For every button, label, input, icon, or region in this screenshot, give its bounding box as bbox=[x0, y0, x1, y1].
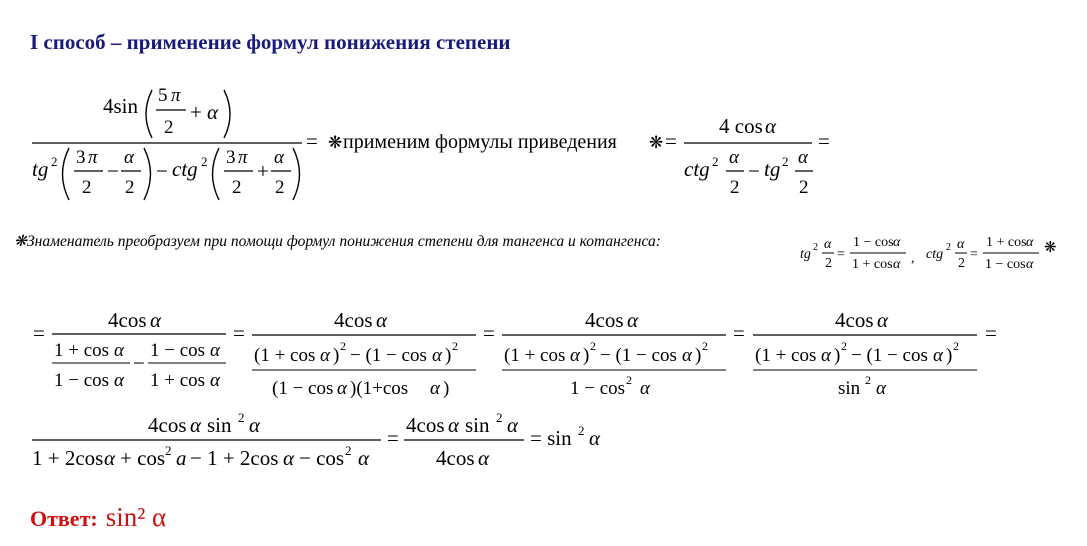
step1-comment bbox=[328, 129, 677, 153]
svg-text:α: α bbox=[104, 446, 116, 470]
svg-text:2: 2 bbox=[452, 339, 458, 353]
svg-text:α: α bbox=[432, 345, 442, 366]
svg-text:): ) bbox=[333, 345, 340, 366]
svg-text:4 cos: 4 cos bbox=[719, 114, 763, 138]
svg-text:ctg: ctg bbox=[684, 157, 710, 181]
svg-text:=: = bbox=[733, 321, 745, 345]
svg-text:α: α bbox=[682, 345, 692, 366]
svg-text:=: = bbox=[483, 321, 495, 345]
svg-text:2: 2 bbox=[275, 177, 285, 198]
svg-text:α: α bbox=[478, 446, 490, 470]
svg-text:2: 2 bbox=[813, 242, 818, 253]
svg-text:=: = bbox=[233, 321, 245, 345]
svg-text:α: α bbox=[337, 378, 347, 399]
svg-text:−: − bbox=[133, 351, 145, 375]
svg-text:ctg: ctg bbox=[926, 247, 944, 262]
svg-text:❋: ❋ bbox=[328, 133, 343, 152]
svg-text:tg: tg bbox=[764, 157, 781, 181]
svg-text:2: 2 bbox=[125, 177, 135, 198]
svg-text:α: α bbox=[249, 413, 261, 437]
svg-text:sin: sin bbox=[207, 413, 232, 437]
svg-text:− (1 − cos: − (1 − cos bbox=[851, 345, 928, 366]
page-title: I способ – применение формул понижения степени bbox=[30, 30, 511, 54]
svg-text:): ) bbox=[445, 345, 452, 366]
svg-text:= sin: = sin bbox=[530, 426, 572, 450]
svg-text:−: − bbox=[107, 159, 119, 183]
svg-text:❋: ❋ bbox=[1044, 240, 1057, 256]
svg-text:2: 2 bbox=[782, 154, 789, 169]
svg-text:1 − cos: 1 − cos bbox=[985, 257, 1026, 272]
svg-text:2: 2 bbox=[164, 117, 174, 138]
svg-text:α: α bbox=[124, 147, 134, 168]
svg-text:3: 3 bbox=[76, 147, 86, 168]
svg-text:α: α bbox=[893, 257, 901, 272]
svg-text:=: = bbox=[837, 247, 845, 262]
svg-text:α: α bbox=[1026, 257, 1034, 272]
svg-text:α: α bbox=[821, 345, 831, 366]
svg-text:4cos: 4cos bbox=[334, 308, 373, 332]
svg-text:2: 2 bbox=[345, 443, 352, 458]
svg-text:4cos: 4cos bbox=[436, 446, 475, 470]
svg-text:α: α bbox=[376, 308, 388, 332]
svg-text:α: α bbox=[765, 114, 777, 138]
svg-text:3: 3 bbox=[226, 147, 236, 168]
svg-text:α: α bbox=[150, 308, 162, 332]
svg-text:=: = bbox=[970, 247, 978, 262]
svg-text:2: 2 bbox=[238, 410, 245, 425]
svg-text:a: a bbox=[176, 446, 187, 470]
svg-text:α: α bbox=[358, 446, 370, 470]
svg-text:(1 + cos: (1 + cos bbox=[254, 345, 316, 366]
svg-text:− (1 − cos: − (1 − cos bbox=[600, 345, 677, 366]
svg-text:2: 2 bbox=[825, 256, 832, 271]
svg-text:❋: ❋ bbox=[649, 133, 664, 152]
answer bbox=[30, 502, 166, 533]
svg-text:=: = bbox=[387, 426, 399, 450]
svg-text:ctg: ctg bbox=[172, 157, 198, 181]
svg-text:4cos: 4cos bbox=[835, 308, 874, 332]
svg-text:2: 2 bbox=[946, 242, 951, 253]
svg-text:2: 2 bbox=[340, 339, 346, 353]
svg-text:α: α bbox=[933, 345, 943, 366]
svg-text:2: 2 bbox=[232, 177, 242, 198]
svg-text:tg: tg bbox=[32, 157, 49, 181]
svg-text:α: α bbox=[877, 308, 889, 332]
svg-text:α: α bbox=[640, 378, 650, 399]
svg-text:): ) bbox=[695, 345, 702, 366]
svg-text:2: 2 bbox=[958, 256, 965, 271]
svg-text:2: 2 bbox=[496, 410, 503, 425]
svg-text:5: 5 bbox=[158, 85, 168, 106]
expr-reduced bbox=[684, 114, 830, 198]
svg-text:2: 2 bbox=[51, 154, 58, 169]
svg-text:α: α bbox=[824, 237, 832, 252]
svg-text:α: α bbox=[190, 413, 202, 437]
svg-text:1 + cos: 1 + cos bbox=[150, 370, 206, 391]
svg-text:): ) bbox=[834, 345, 841, 366]
svg-text:tg: tg bbox=[800, 247, 811, 262]
svg-text:(1 − cos: (1 − cos bbox=[272, 378, 334, 399]
svg-text:α: α bbox=[876, 378, 886, 399]
svg-text:2: 2 bbox=[730, 177, 740, 198]
svg-text:α: α bbox=[570, 345, 580, 366]
note-formulas bbox=[800, 235, 1057, 272]
svg-text:+: + bbox=[257, 159, 269, 183]
svg-text:+: + bbox=[190, 100, 202, 124]
svg-text:1 + cos: 1 + cos bbox=[852, 257, 893, 272]
expr-chain bbox=[33, 308, 997, 399]
answer-label: Ответ: bbox=[30, 506, 98, 531]
svg-text:)(1+cos: )(1+cos bbox=[350, 378, 409, 399]
svg-text:,: , bbox=[911, 251, 915, 266]
svg-text:4cos: 4cos bbox=[406, 413, 445, 437]
svg-text:=: = bbox=[818, 129, 830, 153]
svg-text:2: 2 bbox=[799, 177, 809, 198]
svg-text:4cos: 4cos bbox=[585, 308, 624, 332]
svg-text:− cos: − cos bbox=[299, 446, 345, 470]
svg-text:− 1 + 2cos: − 1 + 2cos bbox=[190, 446, 279, 470]
svg-text:(1 + cos: (1 + cos bbox=[755, 345, 817, 366]
svg-text:+ cos: + cos bbox=[120, 446, 166, 470]
svg-text:=: = bbox=[306, 129, 318, 153]
svg-text:2: 2 bbox=[201, 154, 208, 169]
svg-text:1 − cos: 1 − cos bbox=[150, 340, 206, 361]
note-text: Знаменатель преобразуем при помощи формул понижения степени для тангенса и котангенса: bbox=[27, 233, 661, 250]
note-asterisk: ❋ bbox=[14, 233, 27, 250]
svg-text:2: 2 bbox=[712, 154, 719, 169]
svg-text:− (1 − cos: − (1 − cos bbox=[350, 345, 427, 366]
svg-text:4sin: 4sin bbox=[103, 94, 139, 118]
svg-text:1 + 2cos: 1 + 2cos bbox=[32, 446, 104, 470]
svg-text:−: − bbox=[156, 159, 168, 183]
svg-text:α: α bbox=[589, 426, 601, 450]
svg-text:2: 2 bbox=[590, 339, 596, 353]
svg-text:): ) bbox=[443, 378, 450, 399]
svg-text:π: π bbox=[88, 147, 98, 168]
svg-text:1 − cos: 1 − cos bbox=[570, 378, 626, 399]
svg-text:α: α bbox=[957, 237, 965, 252]
svg-text:sin: sin bbox=[838, 378, 861, 399]
svg-text:π: π bbox=[238, 147, 248, 168]
step1-comment-text: применим формулы приведения bbox=[343, 131, 617, 153]
svg-text:α: α bbox=[320, 345, 330, 366]
svg-text:sin: sin bbox=[465, 413, 490, 437]
svg-text:2: 2 bbox=[841, 339, 847, 353]
expr-original bbox=[32, 85, 318, 200]
svg-text:2: 2 bbox=[165, 443, 172, 458]
svg-text:−: − bbox=[748, 159, 760, 183]
svg-text:α: α bbox=[798, 147, 808, 168]
svg-text:α: α bbox=[114, 340, 124, 361]
svg-text:α: α bbox=[729, 147, 739, 168]
svg-text:α: α bbox=[1026, 235, 1034, 250]
svg-text:α: α bbox=[210, 370, 220, 391]
svg-text:α: α bbox=[627, 308, 639, 332]
svg-text:4cos: 4cos bbox=[148, 413, 187, 437]
answer-value: sin² α bbox=[105, 502, 167, 532]
svg-text:2: 2 bbox=[578, 423, 585, 438]
svg-text:2: 2 bbox=[953, 339, 959, 353]
svg-text:1 − cos: 1 − cos bbox=[853, 235, 894, 250]
svg-text:α: α bbox=[207, 100, 219, 124]
svg-text:2: 2 bbox=[82, 177, 92, 198]
svg-text:2: 2 bbox=[865, 373, 871, 387]
svg-text:): ) bbox=[583, 345, 590, 366]
svg-text:α: α bbox=[114, 370, 124, 391]
svg-text:4cos: 4cos bbox=[108, 308, 147, 332]
svg-text:1 + cos: 1 + cos bbox=[54, 340, 110, 361]
svg-text:): ) bbox=[946, 345, 953, 366]
svg-text:1 − cos: 1 − cos bbox=[54, 370, 110, 391]
svg-text:=: = bbox=[665, 129, 677, 153]
expr-final bbox=[32, 410, 601, 470]
svg-text:α: α bbox=[507, 413, 519, 437]
svg-text:=: = bbox=[985, 321, 997, 345]
svg-text:α: α bbox=[274, 147, 284, 168]
svg-text:α: α bbox=[283, 446, 295, 470]
svg-text:2: 2 bbox=[626, 373, 632, 387]
svg-text:1 + cos: 1 + cos bbox=[986, 235, 1027, 250]
note bbox=[14, 232, 661, 251]
svg-text:=: = bbox=[33, 321, 45, 345]
svg-text:π: π bbox=[171, 85, 181, 106]
svg-text:(1 + cos: (1 + cos bbox=[504, 345, 566, 366]
svg-text:α: α bbox=[893, 235, 901, 250]
svg-text:α: α bbox=[448, 413, 460, 437]
svg-text:α: α bbox=[430, 378, 440, 399]
svg-text:2: 2 bbox=[702, 339, 708, 353]
svg-text:α: α bbox=[210, 340, 220, 361]
